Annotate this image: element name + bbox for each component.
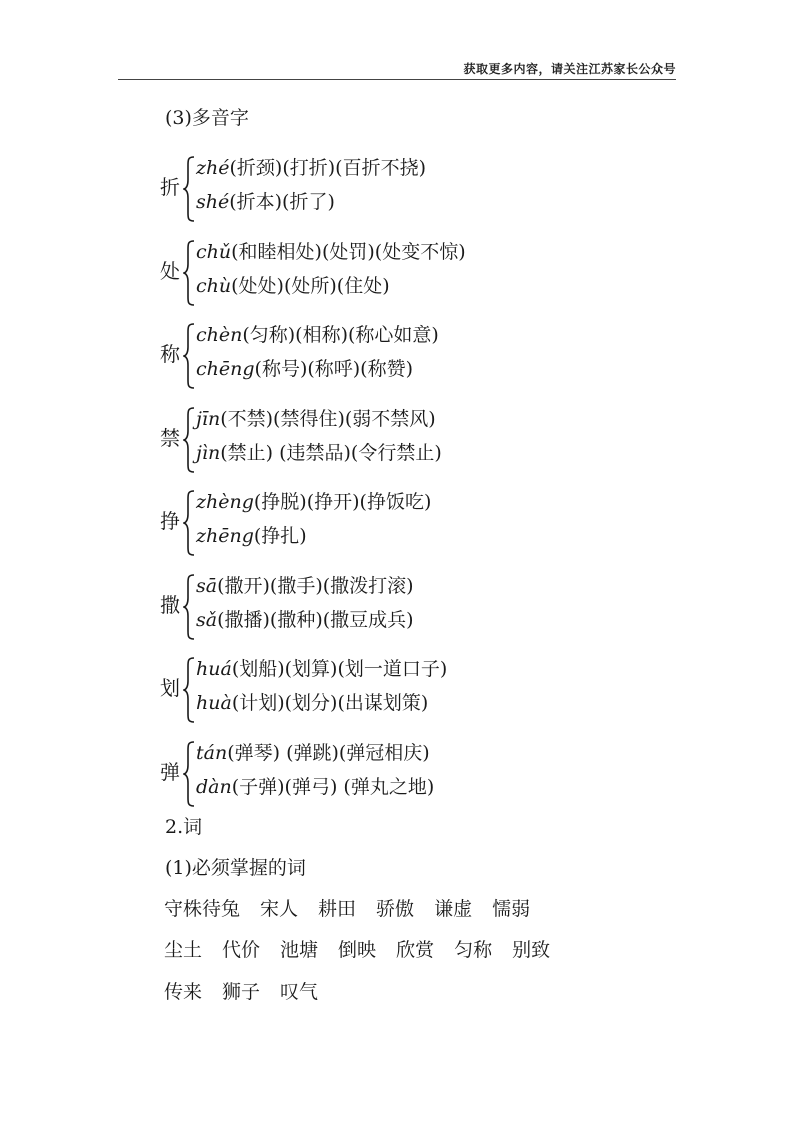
polyphonic-entry xyxy=(160,319,680,389)
curly-brace-icon xyxy=(183,323,196,389)
pinyin: jīn xyxy=(196,408,221,430)
polyphonic-char: 撒 xyxy=(160,593,180,617)
polyphonic-char: 折 xyxy=(160,175,180,199)
polyphonic-entry xyxy=(160,486,680,556)
reading-line xyxy=(196,524,307,548)
word: 池塘 xyxy=(280,939,319,961)
example-words: (和睦相处)(处罚)(处变不惊) xyxy=(231,241,466,263)
word: 倒映 xyxy=(338,939,377,961)
header-divider xyxy=(118,79,676,80)
curly-brace-icon xyxy=(183,574,196,640)
reading-line xyxy=(196,775,434,799)
reading-line xyxy=(196,441,442,465)
pinyin: huá xyxy=(196,658,232,680)
word: 叹气 xyxy=(280,981,319,1003)
pinyin: zhé xyxy=(196,157,230,179)
word-row-2 xyxy=(164,938,570,962)
word: 懦弱 xyxy=(492,898,531,920)
example-words: (不禁)(禁得住)(弱不禁风) xyxy=(220,408,436,430)
reading-line xyxy=(196,323,439,347)
pinyin: tán xyxy=(196,742,228,764)
curly-brace-icon xyxy=(183,240,196,306)
reading-line xyxy=(196,691,428,715)
pinyin: zhēng xyxy=(196,525,254,547)
example-words: (折本)(折了) xyxy=(229,191,335,213)
pinyin: sǎ xyxy=(196,609,218,631)
pinyin: chǔ xyxy=(196,241,232,263)
word: 代价 xyxy=(222,939,261,961)
word-row-1 xyxy=(164,897,550,921)
section-heading-polyphonic: (3)多音字 xyxy=(165,107,249,129)
polyphonic-entry xyxy=(160,403,680,473)
word: 骄傲 xyxy=(376,898,415,920)
reading-line xyxy=(196,240,466,264)
example-words: (撒播)(撒种)(撒豆成兵) xyxy=(217,609,414,631)
word: 狮子 xyxy=(222,981,261,1003)
pinyin: chèn xyxy=(196,324,243,346)
pinyin: huà xyxy=(196,692,232,714)
example-words: (划船)(划算)(划一道口子) xyxy=(231,658,448,680)
pinyin: zhèng xyxy=(196,491,254,513)
pinyin: shé xyxy=(196,191,230,213)
example-words: (处处)(处所)(住处) xyxy=(231,275,390,297)
reading-line xyxy=(196,608,414,632)
curly-brace-icon xyxy=(183,156,196,222)
example-words: (撒开)(撒手)(撒泼打滚) xyxy=(217,575,414,597)
reading-line xyxy=(196,741,430,765)
polyphonic-char: 称 xyxy=(160,342,180,366)
section-heading-words: 2.词 xyxy=(165,816,203,838)
example-words: (折颈)(打折)(百折不挠) xyxy=(229,157,426,179)
polyphonic-entry xyxy=(160,737,680,807)
reading-line xyxy=(196,574,414,598)
word: 谦虚 xyxy=(434,898,473,920)
word: 守株待兔 xyxy=(164,898,241,920)
example-words: (子弹)(弹弓) (弹丸之地) xyxy=(231,776,435,798)
pinyin: dàn xyxy=(196,776,232,798)
polyphonic-entry xyxy=(160,653,680,723)
curly-brace-icon xyxy=(183,490,196,556)
word: 欣赏 xyxy=(396,939,435,961)
polyphonic-char: 禁 xyxy=(160,426,180,450)
polyphonic-entry xyxy=(160,570,680,640)
word: 尘土 xyxy=(164,939,203,961)
header-text: 获取更多内容，请关注江苏家长公众号 xyxy=(463,62,676,76)
example-words: (挣脱)(挣开)(挣饭吃) xyxy=(253,491,432,513)
example-words: (弹琴) (弹跳)(弹冠相庆) xyxy=(227,742,430,764)
subsection-heading-must-know: (1)必须掌握的词 xyxy=(165,857,306,879)
reading-line xyxy=(196,190,335,214)
reading-line xyxy=(196,274,390,298)
word-row-3 xyxy=(164,980,338,1004)
word: 传来 xyxy=(164,981,203,1003)
pinyin: jìn xyxy=(196,442,221,464)
polyphonic-entry xyxy=(160,152,680,222)
reading-line xyxy=(196,490,431,514)
example-words: (计划)(划分)(出谋划策) xyxy=(231,692,429,714)
curly-brace-icon xyxy=(183,741,196,807)
example-words: (挣扎) xyxy=(253,525,307,547)
example-words: (禁止) (违禁品)(令行禁止) xyxy=(220,442,442,464)
pinyin: sā xyxy=(196,575,218,597)
curly-brace-icon xyxy=(183,657,196,723)
word: 耕田 xyxy=(318,898,357,920)
word: 匀称 xyxy=(454,939,493,961)
word: 宋人 xyxy=(260,898,299,920)
example-words: (称号)(称呼)(称赞) xyxy=(254,358,414,380)
word: 别致 xyxy=(512,939,551,961)
polyphonic-entry xyxy=(160,236,680,306)
reading-line xyxy=(196,357,413,381)
polyphonic-char: 处 xyxy=(160,259,180,283)
example-words: (匀称)(相称)(称心如意) xyxy=(242,324,439,346)
polyphonic-char: 弹 xyxy=(160,760,180,784)
polyphonic-char: 划 xyxy=(160,676,180,700)
reading-line xyxy=(196,156,426,180)
curly-brace-icon xyxy=(183,407,196,473)
reading-line xyxy=(196,657,447,681)
pinyin: chù xyxy=(196,275,232,297)
reading-line xyxy=(196,407,436,431)
polyphonic-char: 挣 xyxy=(160,509,180,533)
pinyin: chēng xyxy=(196,358,255,380)
